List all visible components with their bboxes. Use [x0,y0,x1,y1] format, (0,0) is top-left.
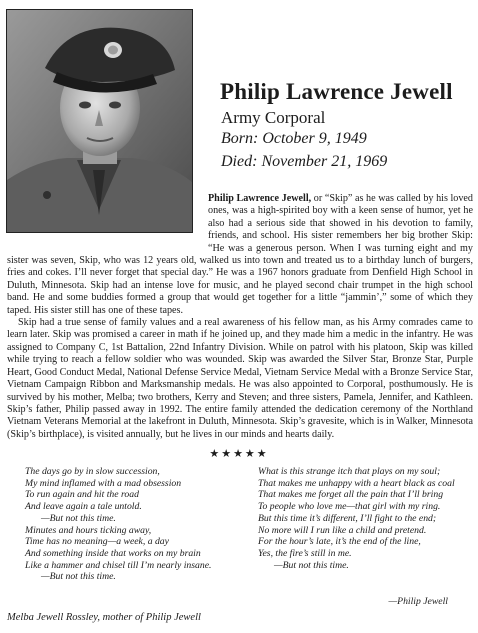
poem-line: For the hour’s late, it’s the end of the line, [258,536,421,548]
poem-line: And leave again a tale untold. [25,501,142,513]
poem-line: That makes me forget all the pain that I’ll bring [258,489,444,501]
bio-name: Philip Lawrence Jewell, [208,193,312,204]
poem-line: The days go by in slow succession, [25,466,160,477]
birth-date [221,130,367,148]
rank: Army Corporal [221,108,326,127]
poem-line: To run again and hit the road [25,489,139,501]
poem-line: To people who love me—that girl with my ring. [258,501,441,513]
born-value: October 9, 1949 [262,130,367,147]
poem-line: Minutes and hours ticking away, [25,524,152,536]
born-label: Born: [221,130,259,147]
poem-line: But this time it’s different, I’ll fight to the end; [258,512,437,524]
poem-line: My mind inflamed with a mad obsession [25,477,182,489]
poem-line: Time has no meaning—a week, a day [25,536,169,548]
died-label: Died: [221,153,258,170]
poem-refrain: —But not this time. [41,571,116,583]
poem-line: And something inside that works on my brain [25,547,201,559]
poem-line: What is this strange itch that plays on my soul; [258,466,441,477]
poem-signature: —Philip Jewell [388,596,448,607]
star-separator: ★★★★★ [209,448,269,460]
poem-line: That makes me unhappy with a heart black as coal [258,477,455,489]
poem-refrain: —But not this time. [274,559,349,571]
bio-text-1: or “Skip” as he was called by his loved ones, was a high-spirited boy with a keen sense of humor, yet he also had a serious side that showed in his devotion to family, friends, and school. His sister remembers her big brother Skip: “He was a generous person. When I was turning eight and my sister was seven, Skip, who was 12 years old, walked us into town and treated us to a birthday lunch of burgers, fries and cokes. I’ll never forget that special day.” He was a 1967 honors graduate from Denfield High School in Duluth, Minnesota. Skip had an intense love for music, and he played second chair trumpet in the high school band. He and some buddies formed a group that would get together for a little “jammin’,” some of which they taped. His sister still has one of these tapes. [7,193,473,316]
soldier-name: Philip Lawrence Jewell [220,79,453,104]
poem-right-column [258,466,473,571]
biography [7,193,473,441]
died-value: November 21, 1969 [261,153,388,170]
poem-line: Yes, the fire’s still in me. [258,547,352,559]
poem-line: No more will I run like a child and pretend. [258,524,427,536]
bio-paragraph-2: Skip had a true sense of family values and a real awareness of his fellow man, as his Army comrades came to learn later. Skip was promised a career in math if he joined up, and they made him a medic in the infantry. He was assigned to Company C, 1st Battalion, 22nd Infantry Division. While on patrol with his platoon, Skip was killed while trying to reach a fellow soldier who was wounded. Skip was awarded the Silver Star, Bronze Star, Purple Heart, Good Conduct Medal, National Defense Service Medal, Vietnam Service Medal with a Bronze Service Star, Vietnam Campaign Ribbon and Marksmanship medals. He was also appointed to Corporal, posthumously. He is survived by his mother, Melba; two brothers, Kerry and Steven; and three sisters, Pamela, Jennifer, and Kathleen. Skip’s father, Philip passed away in 1992. The entire family attended the dedication ceremony of the Northland Vietnam Veterans Memorial at the lakefront in Duluth, Minnesota. Skip’s gravesite, which is in Walker, Minnesota (Skip’s birthplace), is visited annually, but he lives in our minds and hearts daily. [7,317,473,440]
death-date [221,153,387,171]
poem-refrain: —But not this time. [41,512,116,524]
poem-line: Like a hammer and chisel till I’m nearly insane. [25,559,212,571]
poem-left-column [25,466,257,583]
contributor-credit: Melba Jewell Rossley, mother of Philip Jewell [7,612,201,623]
